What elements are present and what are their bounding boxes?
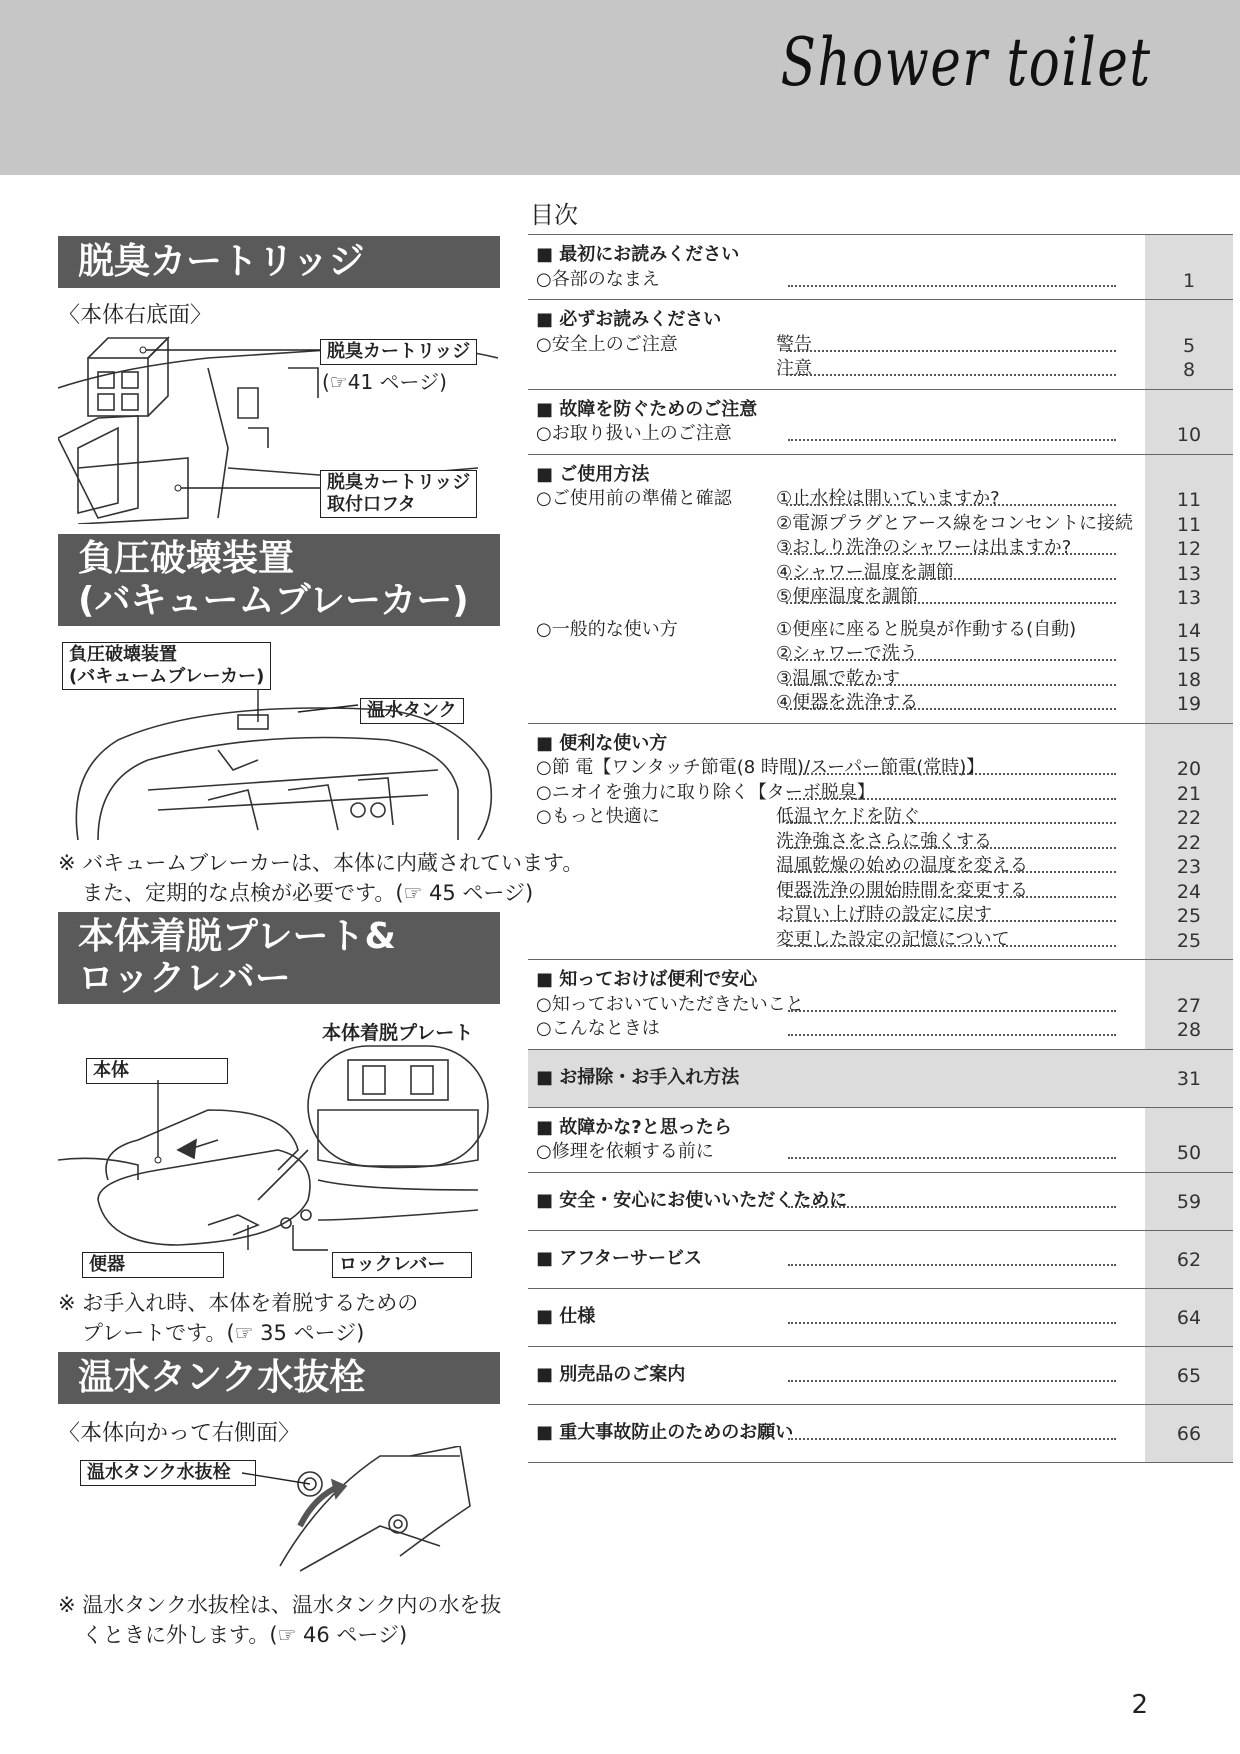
section-title-plate-line1: 本体着脱プレート& xyxy=(78,916,396,957)
toc-page-number: 31 xyxy=(1176,1068,1202,1091)
toc-page-number: 59 xyxy=(1176,1191,1202,1214)
toc-section-heading[interactable]: ■ 仕様 xyxy=(536,1306,596,1328)
note-plate-line2: プレートです。(☞ 35 ページ) xyxy=(82,1321,365,1345)
toc-page-number: 22 xyxy=(1176,831,1202,854)
label-vacuum-line1: 負圧破壊装置 xyxy=(69,644,177,665)
ref-deodorizer-cartridge: (☞41 ページ) xyxy=(322,370,447,394)
toc-page-number: 22 xyxy=(1176,807,1202,829)
toc-leader-dots xyxy=(788,1010,1116,1012)
section-title-vacuum-line2: (バキュームブレーカー) xyxy=(78,580,469,621)
toc-subentry[interactable]: ①便座に座ると脱臭が作動する(自動) xyxy=(776,618,1077,640)
toc-page-number: 64 xyxy=(1176,1307,1202,1330)
label-lock-lever: ロックレバー xyxy=(332,1252,472,1278)
toc-group xyxy=(528,389,1233,455)
toc-entry[interactable]: ○修理を依頼する前に xyxy=(536,1141,714,1162)
label-cartridge-cover-line1: 脱臭カートリッジ xyxy=(327,472,471,493)
toc-group xyxy=(528,1107,1233,1173)
toc-page-number: 15 xyxy=(1176,644,1202,666)
toc-group xyxy=(528,1230,1233,1289)
label-hot-water-tank: 温水タンク xyxy=(360,698,464,724)
toc-section-heading[interactable]: ■ 別売品のご案内 xyxy=(536,1364,686,1386)
toc-group xyxy=(528,723,1233,961)
toc-subentry[interactable]: ③おしり洗浄のシャワーは出ますか? xyxy=(776,537,1072,558)
label-vacuum-breaker xyxy=(62,642,271,690)
toc-entry[interactable]: ○一般的な使い方 xyxy=(536,618,678,640)
toc-subentry[interactable]: 便器洗浄の開始時間を変更する xyxy=(776,879,1028,901)
toc-subentry[interactable]: お買い上げ時の設定に戻す xyxy=(776,904,992,925)
toc-section-heading[interactable]: ■ 安全・安心にお使いいただくために xyxy=(536,1190,848,1212)
note-plate-line1: ※ お手入れ時、本体を着脱するための xyxy=(58,1291,419,1315)
toc-group xyxy=(528,1288,1233,1347)
toc-page-number: 24 xyxy=(1176,880,1202,903)
toc-group xyxy=(528,234,1233,300)
toc-subentry[interactable]: 温風乾燥の始めの温度を変える xyxy=(776,855,1028,876)
toc-subentry[interactable]: ③温風で乾かす xyxy=(776,667,901,689)
toc-section-heading[interactable]: ■ 知っておけば便利で安心 xyxy=(536,969,758,990)
toc-page-number: 1 xyxy=(1182,269,1196,292)
toc-subentry[interactable]: 変更した設定の記憶について xyxy=(776,928,1010,950)
drain-plug-illustration xyxy=(240,1446,500,1576)
toc-leader-dots xyxy=(788,1380,1116,1382)
toc-section-heading[interactable]: ■ アフターサービス xyxy=(536,1248,703,1270)
toc-page-number: 11 xyxy=(1176,489,1202,511)
toc-group xyxy=(528,1404,1233,1463)
toc-subentry[interactable]: ⑤便座温度を調節 xyxy=(776,586,919,607)
toc-page-number: 25 xyxy=(1176,929,1202,952)
toc-section-heading[interactable]: ■ 重大事故防止のためのお願い xyxy=(536,1422,794,1444)
toc-section-heading[interactable]: ■ お掃除・お手入れ方法 xyxy=(536,1067,740,1089)
toc-leader-dots xyxy=(786,896,1116,898)
toc-leader-dots xyxy=(786,659,1116,661)
label-toilet-bowl: 便器 xyxy=(82,1252,224,1278)
toc-page-number: 62 xyxy=(1176,1249,1202,1272)
toc-entry[interactable]: ○安全上のご注意 xyxy=(536,333,678,355)
toc-group xyxy=(528,1172,1233,1231)
toc-subentry[interactable]: ②シャワーで洗う xyxy=(776,643,918,664)
view-label-bottom-right: 〈本体右底面〉 xyxy=(58,303,213,328)
toc-entry[interactable]: ○ニオイを強力に取り除く【ターボ脱臭】 xyxy=(536,781,875,803)
label-cartridge-cover-line2: 取付口フタ xyxy=(327,494,416,515)
toc-entry[interactable]: ○各部のなまえ xyxy=(536,268,660,290)
toc-subentry[interactable]: 警告 xyxy=(776,333,812,355)
toc-leader-dots xyxy=(786,553,1116,555)
toc-leader-dots xyxy=(786,822,1116,824)
toc-leader-dots xyxy=(788,798,1116,800)
toc-heading: 目次 xyxy=(530,201,578,229)
note-vacuum-line1: ※ バキュームブレーカーは、本体に内蔵されています。 xyxy=(58,851,584,875)
toc-page-number: 8 xyxy=(1182,359,1196,381)
toc-page-number: 18 xyxy=(1176,668,1202,691)
page-number: 2 xyxy=(1131,1690,1148,1720)
section-title-vacuum-breaker xyxy=(58,534,500,626)
toc-section-heading[interactable]: ■ ご使用方法 xyxy=(536,463,650,485)
toc-subentry[interactable]: 低温ヤケドを防ぐ xyxy=(776,806,920,827)
toc-leader-dots xyxy=(786,847,1116,849)
section-title-plate-lever xyxy=(58,912,500,1004)
toc-page-number: 12 xyxy=(1176,538,1202,560)
toc-leader-dots xyxy=(788,439,1116,441)
note-drain-line1: ※ 温水タンク水抜栓は、温水タンク内の水を抜 xyxy=(58,1593,502,1617)
toc-page-number: 66 xyxy=(1176,1423,1202,1446)
toc-section-heading[interactable]: ■ 必ずお読みください xyxy=(536,309,722,330)
toc-subentry[interactable]: ④シャワー温度を調節 xyxy=(776,561,954,583)
toc-page-number: 20 xyxy=(1176,758,1202,780)
toc-leader-dots xyxy=(786,504,1116,506)
toc-entry[interactable]: ○節 電【ワンタッチ節電(8 時間)/スーパー節電(常時)】 xyxy=(536,757,985,778)
toc-leader-dots xyxy=(786,374,1116,376)
toc-page-number: 10 xyxy=(1176,424,1202,446)
toc-group xyxy=(528,1049,1233,1108)
toc-entry[interactable]: ○もっと快適に xyxy=(536,806,660,827)
toc-group xyxy=(528,299,1233,390)
section-title-drain-plug: 温水タンク水抜栓 xyxy=(58,1352,500,1404)
toc-leader-dots xyxy=(788,1264,1116,1266)
toc-leader-dots xyxy=(788,285,1116,287)
toc-page-number: 13 xyxy=(1176,562,1202,585)
label-vacuum-line2: (バキュームブレーカー) xyxy=(69,666,265,687)
section-title-vacuum-line1: 負圧破壊装置 xyxy=(78,538,295,579)
toc-subentry[interactable]: ④便器を洗浄する xyxy=(776,692,919,713)
toc-leader-dots xyxy=(788,1157,1116,1159)
toc-section-heading[interactable]: ■ 故障を防ぐためのご注意 xyxy=(536,398,758,420)
toc-group xyxy=(528,959,1233,1050)
toc-page-number: 27 xyxy=(1176,994,1202,1017)
toc-leader-dots xyxy=(786,684,1116,686)
toc-page-number: 5 xyxy=(1182,334,1196,357)
toc-page-number: 21 xyxy=(1176,782,1202,805)
toc-leader-dots xyxy=(786,708,1116,710)
note-vacuum-line2: また、定期的な点検が必要です。(☞ 45 ページ) xyxy=(82,881,534,905)
toc-leader-dots xyxy=(788,773,1116,775)
brand-logo: Shower toilet xyxy=(781,24,1152,101)
toc-group xyxy=(528,1346,1233,1405)
toc-section-heading[interactable]: ■ 故障かな?と思ったら xyxy=(536,1116,732,1138)
toc-leader-dots xyxy=(786,602,1116,604)
toc-entry[interactable]: ○こんなときは xyxy=(536,1018,660,1039)
section-title-plate-line2: ロックレバー xyxy=(78,958,291,999)
toc-leader-dots xyxy=(788,1206,1116,1208)
toc-leader-dots xyxy=(786,945,1116,947)
toc-entry[interactable]: ○知っておいていただきたいこと xyxy=(536,993,804,1015)
toc-entry[interactable]: ○ご使用前の準備と確認 xyxy=(536,488,732,509)
toc-page-number: 25 xyxy=(1176,905,1202,927)
toc-leader-dots xyxy=(786,350,1116,352)
toc-section-heading[interactable]: ■ 最初にお読みください xyxy=(536,244,740,265)
section-title-deodorizer: 脱臭カートリッジ xyxy=(58,236,500,288)
toc-page-number: 23 xyxy=(1176,856,1202,878)
toc-page-number: 19 xyxy=(1176,693,1202,715)
toc-leader-dots xyxy=(788,1438,1116,1440)
plate-lever-illustration xyxy=(58,1040,498,1260)
label-cartridge-cover xyxy=(320,470,477,518)
toc-subentry[interactable]: 洗浄強さをさらに強くする xyxy=(776,830,992,852)
toc-subentry[interactable]: 注意 xyxy=(776,358,812,379)
toc-page-number: 50 xyxy=(1176,1142,1202,1164)
toc-section-heading[interactable]: ■ 便利な使い方 xyxy=(536,732,668,754)
toc-leader-dots xyxy=(786,920,1116,922)
vacuum-breaker-illustration xyxy=(58,690,498,840)
toc-group xyxy=(528,454,1233,724)
toc-page-number: 11 xyxy=(1176,513,1202,536)
label-body: 本体 xyxy=(86,1058,228,1084)
toc-page-number: 65 xyxy=(1176,1365,1202,1388)
label-deodorizer-cartridge: 脱臭カートリッジ xyxy=(320,339,477,365)
toc-entry[interactable]: ○お取り扱い上のご注意 xyxy=(536,423,732,444)
label-mount-plate: 本体着脱プレート xyxy=(322,1022,474,1044)
toc-subentry[interactable]: ②電源プラグとアース線をコンセントに接続 xyxy=(776,512,1134,534)
toc-leader-dots xyxy=(786,578,1116,580)
toc-page-number: 14 xyxy=(1176,619,1202,642)
toc-leader-dots xyxy=(786,871,1116,873)
toc-leader-dots xyxy=(788,1322,1116,1324)
toc-subentry[interactable]: ①止水栓は開いていますか? xyxy=(776,488,1000,509)
toc-leader-dots xyxy=(788,1034,1116,1036)
note-drain-line2: くときに外します。(☞ 46 ページ) xyxy=(82,1623,408,1647)
label-drain-plug: 温水タンク水抜栓 xyxy=(80,1460,256,1486)
toc-page-number: 28 xyxy=(1176,1019,1202,1041)
view-label-right-side: 〈本体向かって右側面〉 xyxy=(58,1421,301,1446)
toc-page-number: 13 xyxy=(1176,587,1202,609)
toc-bottom-rule xyxy=(528,1462,1233,1463)
